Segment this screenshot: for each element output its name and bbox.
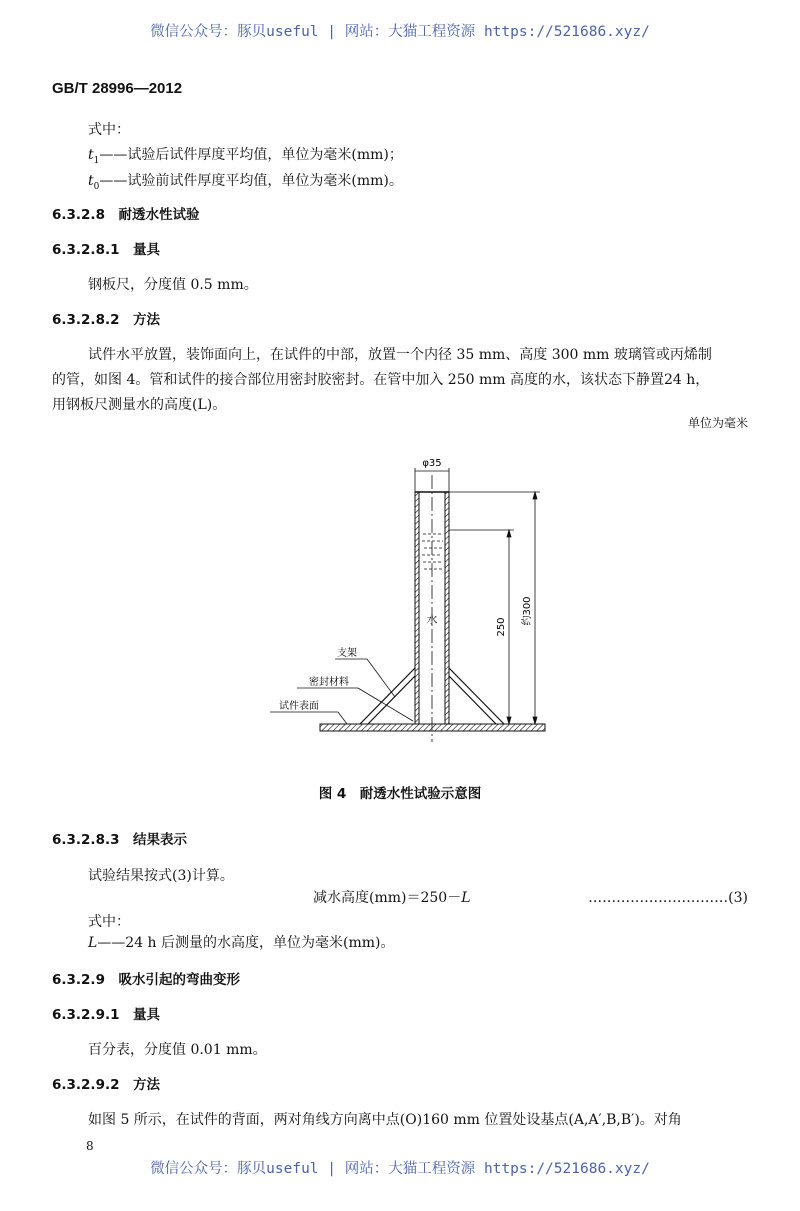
def-t1 [88,146,403,170]
base-plate [320,724,545,731]
def-L [88,934,395,952]
dim-300-label: 约300 [522,596,533,626]
section-63281: 6.3.2.8.1 量具 [52,242,160,258]
para-63292: 如图 5 所示，在试件的背面，两对角线方向离中点(O)160 mm 位置处设基点(A,A′,B,B′)。对角 [88,1112,682,1128]
where-label: 式中： [88,122,130,138]
label-seal: 密封材料 [309,677,349,688]
symbol: L [88,935,98,951]
dimension-lines [415,468,540,724]
para-63282-line2: 的管，如图 4。管和试件的接合部位用密封胶密封。在管中加入 250 mm 高度的水，该状态下静置24 h， [52,372,710,388]
subscript: 0 [93,181,100,192]
formula-number: …………………………(3) [588,890,748,906]
definition: ——试验后试件厚度平均值，单位为毫米(mm)； [99,147,403,163]
definition: ——试验前试件厚度平均值，单位为毫米(mm)。 [99,173,403,189]
formula-3 [313,889,471,907]
dim-250-label: 250 [496,617,507,637]
standard-header: GB/T 28996—2012 [52,80,183,97]
figure-4-diagram [0,440,800,760]
diameter-label: φ35 [422,458,442,469]
where-label-2: 式中： [88,914,130,930]
def-t0 [88,172,403,196]
formula-expression: 减水高度(mm)＝250－ [313,890,462,906]
definition: ——24 h 后测量的水高度，单位为毫米(mm)。 [97,935,395,951]
formula-variable: L [461,890,471,906]
subscript: 1 [93,155,100,166]
para-63291: 百分表，分度值 0.01 mm。 [88,1042,267,1058]
para-63281: 钢板尺，分度值 0.5 mm。 [88,277,258,293]
para-63283: 试验结果按式(3)计算。 [88,868,234,884]
section-63292: 6.3.2.9.2 方法 [52,1077,160,1093]
section-6329: 6.3.2.9 吸水引起的弯曲变形 [52,972,240,988]
watermark-bottom: 微信公众号：豚贝useful | 网站：大猫工程资源 https://521686.xyz/ [150,1161,650,1177]
symbol: t [88,173,94,189]
figure-caption: 图 4 耐透水性试验示意图 [318,786,482,802]
para-63282-line3: 用钢板尺测量水的高度(L)。 [52,397,227,413]
label-surface: 试件表面 [279,701,319,712]
section-63283: 6.3.2.8.3 结果表示 [52,832,187,848]
label-support: 支架 [337,648,357,659]
watermark-top: 微信公众号：豚贝useful | 网站：大猫工程资源 https://521686.xyz/ [150,24,650,40]
symbol: t [88,147,94,163]
section-6328: 6.3.2.8 耐透水性试验 [52,207,200,223]
water-label: 水 [426,613,438,626]
para-63282-line1: 试件水平放置，装饰面向上，在试件的中部，放置一个内径 35 mm、高度 300 mm 玻璃管或丙烯制 [88,347,712,363]
section-63291: 6.3.2.9.1 量具 [52,1007,160,1023]
unit-note: 单位为毫米 [687,416,748,430]
water-level-marks [422,534,443,569]
section-63282: 6.3.2.8.2 方法 [52,312,160,328]
page-number: 8 [86,1139,94,1153]
